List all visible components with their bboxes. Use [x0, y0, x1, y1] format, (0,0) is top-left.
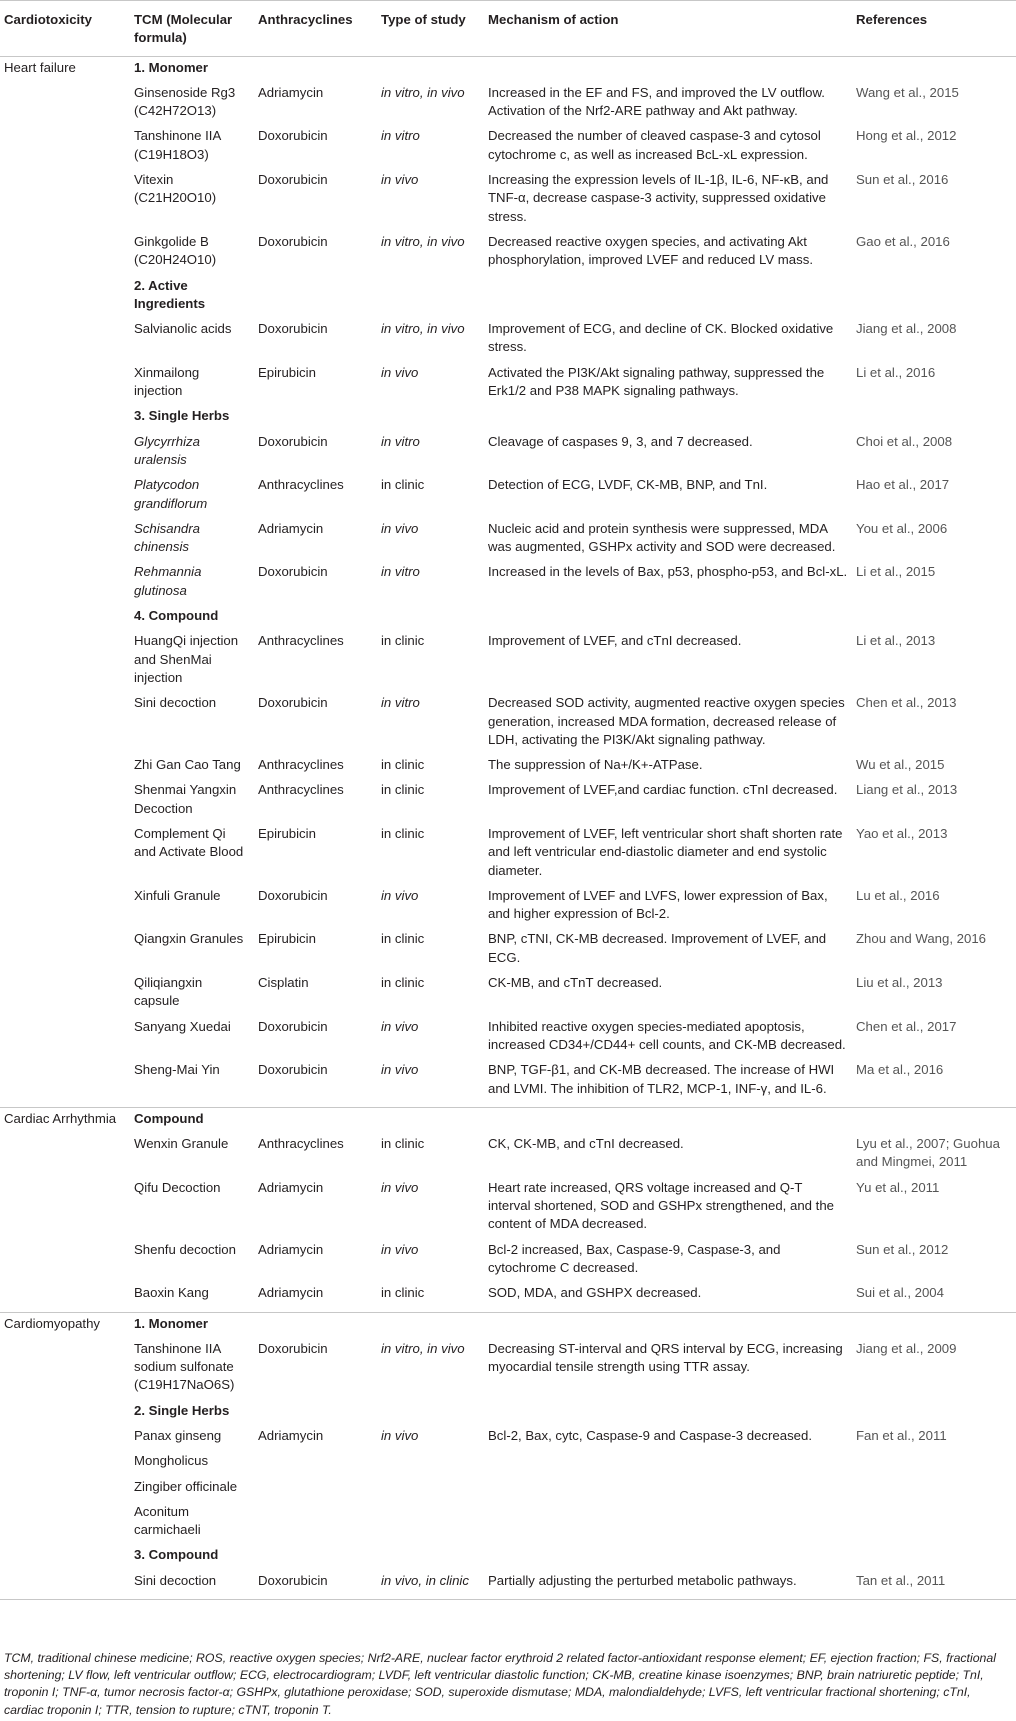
table-row [0, 1476, 1016, 1501]
table-header [0, 1, 1016, 57]
table-row [0, 275, 1016, 319]
reference-cell: Hong et al., 2012 [856, 128, 957, 144]
study-type-cell: in vitro, in vivo [381, 321, 465, 337]
study-type-cell: in clinic [381, 477, 425, 493]
anthracycline-cell: Anthracyclines [258, 757, 344, 773]
tcm-cell [130, 231, 254, 275]
anthracycline-cell: Adriamycin [254, 1282, 377, 1312]
reference-cell: Lu et al., 2016 [856, 887, 940, 903]
table-row [0, 1501, 1016, 1545]
table-row [0, 885, 1016, 929]
tcm-cell: Glycyrrhiza uralensis [134, 433, 200, 467]
table-row [0, 754, 1016, 779]
mechanism-cell: Decreased reactive oxygen species, and activating Akt phosphorylation, improved LVEF and reduced LV mass. [488, 233, 813, 268]
mechanism-cell: BNP, TGF-β1, and CK-MB decreased. The increase of HWI and LVMI. The inhibition of TLR2, MCP-1, INF-γ, and IL-6. [484, 1059, 852, 1107]
tcm-cell: Sanyang Xuedai [134, 1018, 231, 1034]
mechanism-cell: Increasing the expression levels of IL-1β, IL-6, NF-κB, and TNF-α, decrease caspase-3 activity, suppressed oxidative stress. [488, 172, 829, 224]
study-type-cell: in vitro [381, 433, 420, 449]
table-row [0, 823, 1016, 885]
group-label: Heart failure [4, 59, 76, 75]
reference-cell: Chen et al., 2017 [856, 1018, 957, 1034]
mechanism-cell: Heart rate increased, QRS voltage increased and Q-T interval shortened, SOD and GSHPx strengthened, and the content of MDA decreased. [488, 1179, 835, 1232]
reference-cell: Wu et al., 2015 [856, 757, 945, 773]
table-row [0, 561, 1016, 605]
tcm-name: Tanshinone IIA [134, 128, 222, 144]
table-row [0, 779, 1016, 823]
anthracycline-cell: Adriamycin [258, 520, 324, 536]
mechanism-cell: Activated the PI3K/Akt signaling pathway, suppressed the Erk1/2 and P38 MAPK signaling pathways. [488, 364, 825, 399]
header-type: Type of study [377, 1, 484, 57]
tcm-cell: Zingiber officinale [134, 1478, 238, 1494]
subcategory-label: 4. Compound [134, 608, 219, 624]
reference-cell: Ma et al., 2016 [852, 1059, 1016, 1107]
anthracycline-cell: Adriamycin [258, 1241, 324, 1257]
anthracycline-cell: Epirubicin [258, 931, 316, 947]
reference-cell: Yao et al., 2013 [856, 825, 948, 841]
reference-cell: Chen et al., 2013 [856, 695, 957, 711]
subcategory-label: 3. Single Herbs [134, 408, 230, 424]
tcm-cell [130, 169, 254, 231]
anthracycline-cell: Anthracyclines [258, 477, 344, 493]
tcm-name: Ginsenoside Rg3 [134, 84, 236, 100]
tcm-cell: Sini decoction [130, 1570, 254, 1600]
table-row [0, 692, 1016, 754]
tcm-name: Vitexin [134, 172, 174, 188]
reference-cell: Jiang et al., 2008 [856, 321, 957, 337]
table-row [0, 1059, 1016, 1107]
anthracycline-cell: Adriamycin [258, 1428, 324, 1443]
group-label: Cardiomyopathy [4, 1315, 101, 1331]
mechanism-cell: Inhibited reactive oxygen species-mediated apoptosis, increased CD34+/CD44+ cell counts, and CK-MB decreased. [488, 1018, 846, 1052]
mechanism-cell: Detection of ECG, LVDF, CK-MB, BNP, and TnI. [488, 477, 768, 493]
study-type-cell: in vitro [381, 695, 420, 711]
tcm-cell: Qifu Decoction [134, 1179, 221, 1195]
study-type-cell: in vivo [381, 172, 419, 188]
reference-cell: Sun et al., 2012 [856, 1241, 949, 1257]
reference-cell: Wang et al., 2015 [856, 84, 959, 100]
tcm-cell: Shenfu decoction [134, 1241, 236, 1257]
reference-cell: Jiang et al., 2009 [856, 1340, 957, 1356]
mechanism-cell: Improvement of LVEF and LVFS, lower expression of Bax, and higher expression of Bcl-2. [488, 887, 828, 922]
table-row [0, 1400, 1016, 1425]
mechanism-cell: Increased in the levels of Bax, p53, phospho-p53, and Bcl-xL. [488, 564, 848, 580]
tcm-cell: Rehmannia glutinosa [134, 564, 202, 598]
tcm-name: Ginkgolide B [134, 233, 209, 249]
study-type-cell: in clinic [381, 1136, 425, 1152]
table-row [0, 318, 1016, 362]
table-row [0, 605, 1016, 630]
anthracycline-cell: Doxorubicin [258, 321, 328, 337]
reference-cell: Liang et al., 2013 [856, 782, 958, 798]
study-type-cell: in clinic [381, 633, 425, 649]
tcm-cell: Shenmai Yangxin Decoction [134, 782, 237, 816]
table-row [0, 1177, 1016, 1239]
table-row [0, 1107, 1016, 1133]
anthracycline-cell: Anthracyclines [258, 633, 344, 649]
reference-cell: Hao et al., 2017 [856, 477, 950, 493]
subcategory-label: 2. Single Herbs [134, 1402, 230, 1418]
study-type-cell: in clinic [381, 931, 425, 947]
table-row [0, 1338, 1016, 1400]
tcm-cell [130, 82, 254, 126]
mechanism-cell: Partially adjusting the perturbed metabolic pathways. [484, 1570, 852, 1600]
reference-cell: Yu et al., 2011 [856, 1179, 940, 1195]
study-type-cell: in clinic [381, 825, 425, 841]
table-row [0, 928, 1016, 972]
reference-cell: Li et al., 2015 [856, 564, 936, 580]
anthracycline-cell: Doxorubicin [258, 1340, 328, 1356]
study-type-cell: in vivo, in clinic [377, 1570, 484, 1600]
subcategory-label: 2. Active Ingredients [134, 277, 206, 311]
reference-cell: Liu et al., 2013 [856, 975, 943, 991]
table-row [0, 1425, 1016, 1450]
tcm-cell: Complement Qi and Activate Blood [134, 825, 244, 860]
table-row [0, 1312, 1016, 1338]
study-type-cell: in vitro [381, 564, 420, 580]
table-row [0, 405, 1016, 430]
reference-cell: Zhou and Wang, 2016 [856, 931, 987, 947]
mechanism-cell: SOD, MDA, and GSHPX decreased. [484, 1282, 852, 1312]
tcm-cell: Xinfuli Granule [134, 887, 221, 903]
tcm-cell: Salvianolic acids [134, 321, 232, 337]
mechanism-cell: Improvement of ECG, and decline of CK. Blocked oxidative stress. [488, 321, 834, 355]
table-row [0, 431, 1016, 475]
tcm-cell: Schisandra chinensis [134, 520, 200, 555]
tcm-name: Tanshinone IIA sodium sulfonate [134, 1340, 234, 1375]
mechanism-cell: Bcl-2, Bax, cytc, Caspase-9 and Caspase-3 decreased. [488, 1428, 812, 1443]
tcm-cell: Wenxin Granule [134, 1136, 229, 1152]
anthracycline-cell: Doxorubicin [258, 1018, 328, 1034]
tcm-cell: Sini decoction [134, 695, 217, 711]
header-anthracyclines: Anthracyclines [254, 1, 377, 57]
study-type-cell: in clinic [381, 782, 425, 798]
tcm-cell: Qiliqiangxin capsule [134, 975, 203, 1009]
mechanism-cell: CK-MB, and cTnT decreased. [488, 975, 663, 991]
table-row [0, 1544, 1016, 1569]
tcm-cell: Zhi Gan Cao Tang [134, 757, 241, 773]
anthracycline-cell: Doxorubicin [258, 887, 328, 903]
tcm-formula: (C20H24O10) [134, 252, 217, 268]
reference-cell: Tan et al., 2011 [852, 1570, 1016, 1600]
table-row [0, 362, 1016, 406]
anthracycline-cell: Doxorubicin [258, 564, 328, 580]
tcm-cell [130, 1338, 254, 1400]
study-type-cell: in vitro [381, 128, 420, 144]
table-row [0, 972, 1016, 1016]
tcm-cell: Platycodon grandiflorum [134, 477, 208, 511]
tcm-cell: Sheng-Mai Yin [130, 1059, 254, 1107]
mechanism-cell: Improvement of LVEF, and cTnI decreased. [488, 633, 742, 649]
table-row [0, 169, 1016, 231]
reference-cell: Sun et al., 2016 [856, 172, 949, 188]
anthracycline-cell: Cisplatin [258, 975, 309, 991]
header-row [0, 1, 1016, 57]
anthracycline-cell: Doxorubicin [258, 128, 328, 144]
anthracycline-cell: Anthracyclines [258, 782, 344, 798]
group-label: Cardiac Arrhythmia [4, 1110, 117, 1126]
table-row [0, 1450, 1016, 1475]
reference-cell: Choi et al., 2008 [856, 433, 953, 449]
anthracycline-cell: Doxorubicin [258, 233, 328, 249]
mechanism-cell: Decreased the number of cleaved caspase-3 and cytosol cytochrome c, as well as increased BcL-xL expression. [488, 128, 821, 162]
reference-cell: Fan et al., 2011 [856, 1428, 947, 1443]
study-type-cell: in clinic [377, 1282, 484, 1312]
anthracycline-cell: Adriamycin [258, 84, 324, 100]
anthracycline-cell: Adriamycin [258, 1179, 324, 1195]
mechanism-cell: Nucleic acid and protein synthesis were suppressed, MDA was augmented, GSHPx activity and SOD were decreased. [488, 520, 836, 555]
study-type-cell: in vivo [381, 364, 419, 380]
tcm-cell: Baoxin Kang [130, 1282, 254, 1312]
tcm-cell: Panax ginseng [134, 1428, 222, 1443]
study-type-cell: in vitro, in vivo [381, 1340, 465, 1356]
tcm-formula: (C19H17NaO6S) [134, 1377, 235, 1393]
tcm-formula: (C42H72O13) [134, 103, 217, 119]
table-row [0, 1570, 1016, 1600]
table-row [0, 82, 1016, 126]
mechanism-cell: The suppression of Na+/K+-ATPase. [488, 757, 703, 773]
study-type-cell: in vitro, in vivo [381, 233, 465, 249]
study-type-cell: in vivo [381, 1179, 419, 1195]
tcm-cell [130, 125, 254, 169]
anthracycline-cell: Anthracyclines [258, 1136, 344, 1152]
table-row [0, 1016, 1016, 1060]
table-row [0, 1239, 1016, 1283]
table-row [0, 630, 1016, 692]
study-type-cell: in vivo [381, 1428, 419, 1443]
reference-cell: Li et al., 2013 [856, 633, 936, 649]
study-type-cell: in vivo [377, 1059, 484, 1107]
anthracycline-cell: Epirubicin [258, 825, 316, 841]
tcm-cell: Xinmailong injection [134, 364, 200, 399]
tcm-formula: (C21H20O10) [134, 190, 217, 206]
subcategory-label: 1. Monomer [134, 59, 209, 75]
study-type-cell: in vivo [381, 520, 419, 536]
header-mechanism: Mechanism of action [484, 1, 852, 57]
header-tcm: TCM (Molecular formula) [130, 1, 254, 57]
mechanism-cell: CK, CK-MB, and cTnI decreased. [488, 1136, 684, 1152]
anthracycline-cell: Doxorubicin [258, 695, 328, 711]
mechanism-cell: Decreased SOD activity, augmented reactive oxygen species generation, increased MDA formation, decreased release of LDH, activating the PI3K/Akt signaling pathway. [488, 695, 845, 747]
study-type-cell: in vivo [381, 1018, 419, 1034]
reference-cell: Li et al., 2016 [856, 364, 936, 380]
reference-cell: Sui et al., 2004 [852, 1282, 1016, 1312]
table-row [0, 518, 1016, 562]
subcategory-label: 1. Monomer [134, 1315, 209, 1331]
tcm-cell: HuangQi injection and ShenMai injection [134, 633, 239, 685]
mechanism-cell: Increased in the EF and FS, and improved the LV outflow. Activation of the Nrf2-ARE pathway and Akt pathway. [488, 84, 825, 119]
subcategory-label: 3. Compound [134, 1547, 219, 1563]
header-cardiotoxicity: Cardiotoxicity [0, 1, 130, 57]
table-row [0, 125, 1016, 169]
tcm-formula: (C19H18O3) [134, 146, 209, 162]
table-row [0, 1133, 1016, 1177]
table-footnote: TCM, traditional chinese medicine; ROS, reactive oxygen species; Nrf2-ARE, nuclear factor erythroid 2 related factor-antioxidant response element; EF, ejection fraction; FS, fractional shortening; LV flow, left ventricular outflow; ECG, electrocardiogram; LVDF, left ventricular diastolic function; CK-MB, creatine kinase isoenzymes; BNP, brain natriuretic peptide; TnI, troponin I; TNF-α, tumor necrosis factor-α; GSHPx, glutathione peroxidase; SOD, superoxide dismutase; MDA, malondialdehyde; LVFS, left ventricular fractional shortening; cTnI, cardiac troponin I; TTR, tension to rupture; cTNT, troponin T. [4, 1651, 996, 1717]
table-row [0, 1282, 1016, 1312]
table-row [0, 231, 1016, 275]
anthracycline-cell: Epirubicin [258, 364, 316, 380]
mechanism-cell: Improvement of LVEF,and cardiac function. cTnI decreased. [488, 782, 838, 798]
mechanism-cell: Bcl-2 increased, Bax, Caspase-9, Caspase-3, and cytochrome C decreased. [488, 1241, 781, 1275]
study-type-cell: in clinic [381, 975, 425, 991]
header-references: References [852, 1, 1016, 57]
anthracycline-cell: Doxorubicin [258, 172, 328, 188]
anthracycline-cell: Doxorubicin [254, 1570, 377, 1600]
mechanism-cell: Improvement of LVEF, left ventricular short shaft shorten rate and left ventricular end-diastolic diameter and end systolic diameter. [488, 825, 843, 878]
reference-cell: Lyu et al., 2007; Guohua and Mingmei, 2011 [856, 1136, 1000, 1170]
subcategory-label: Compound [134, 1110, 204, 1126]
mechanism-cell: Decreasing ST-interval and QRS interval by ECG, increasing myocardial tensile strength using TTR assay. [488, 1340, 843, 1375]
table-row [0, 56, 1016, 82]
tcm-cell: Qiangxin Granules [134, 931, 244, 947]
study-type-cell: in clinic [381, 757, 425, 773]
study-type-cell: in vivo [381, 887, 419, 903]
table-row [0, 474, 1016, 518]
reference-cell: You et al., 2006 [856, 520, 948, 536]
table-body [0, 56, 1016, 1599]
anthracycline-cell: Doxorubicin [258, 433, 328, 449]
mechanism-cell: Cleavage of caspases 9, 3, and 7 decreased. [488, 433, 753, 449]
reference-cell: Gao et al., 2016 [856, 233, 950, 249]
study-type-cell: in vitro, in vivo [381, 84, 465, 100]
tcm-cell: Mongholicus [134, 1453, 209, 1469]
anthracycline-cell: Doxorubicin [254, 1059, 377, 1107]
tcm-cell: Aconitum carmichaeli [134, 1503, 201, 1538]
mechanism-cell: BNP, cTNI, CK-MB decreased. Improvement of LVEF, and ECG. [488, 931, 827, 965]
study-type-cell: in vivo [381, 1241, 419, 1257]
